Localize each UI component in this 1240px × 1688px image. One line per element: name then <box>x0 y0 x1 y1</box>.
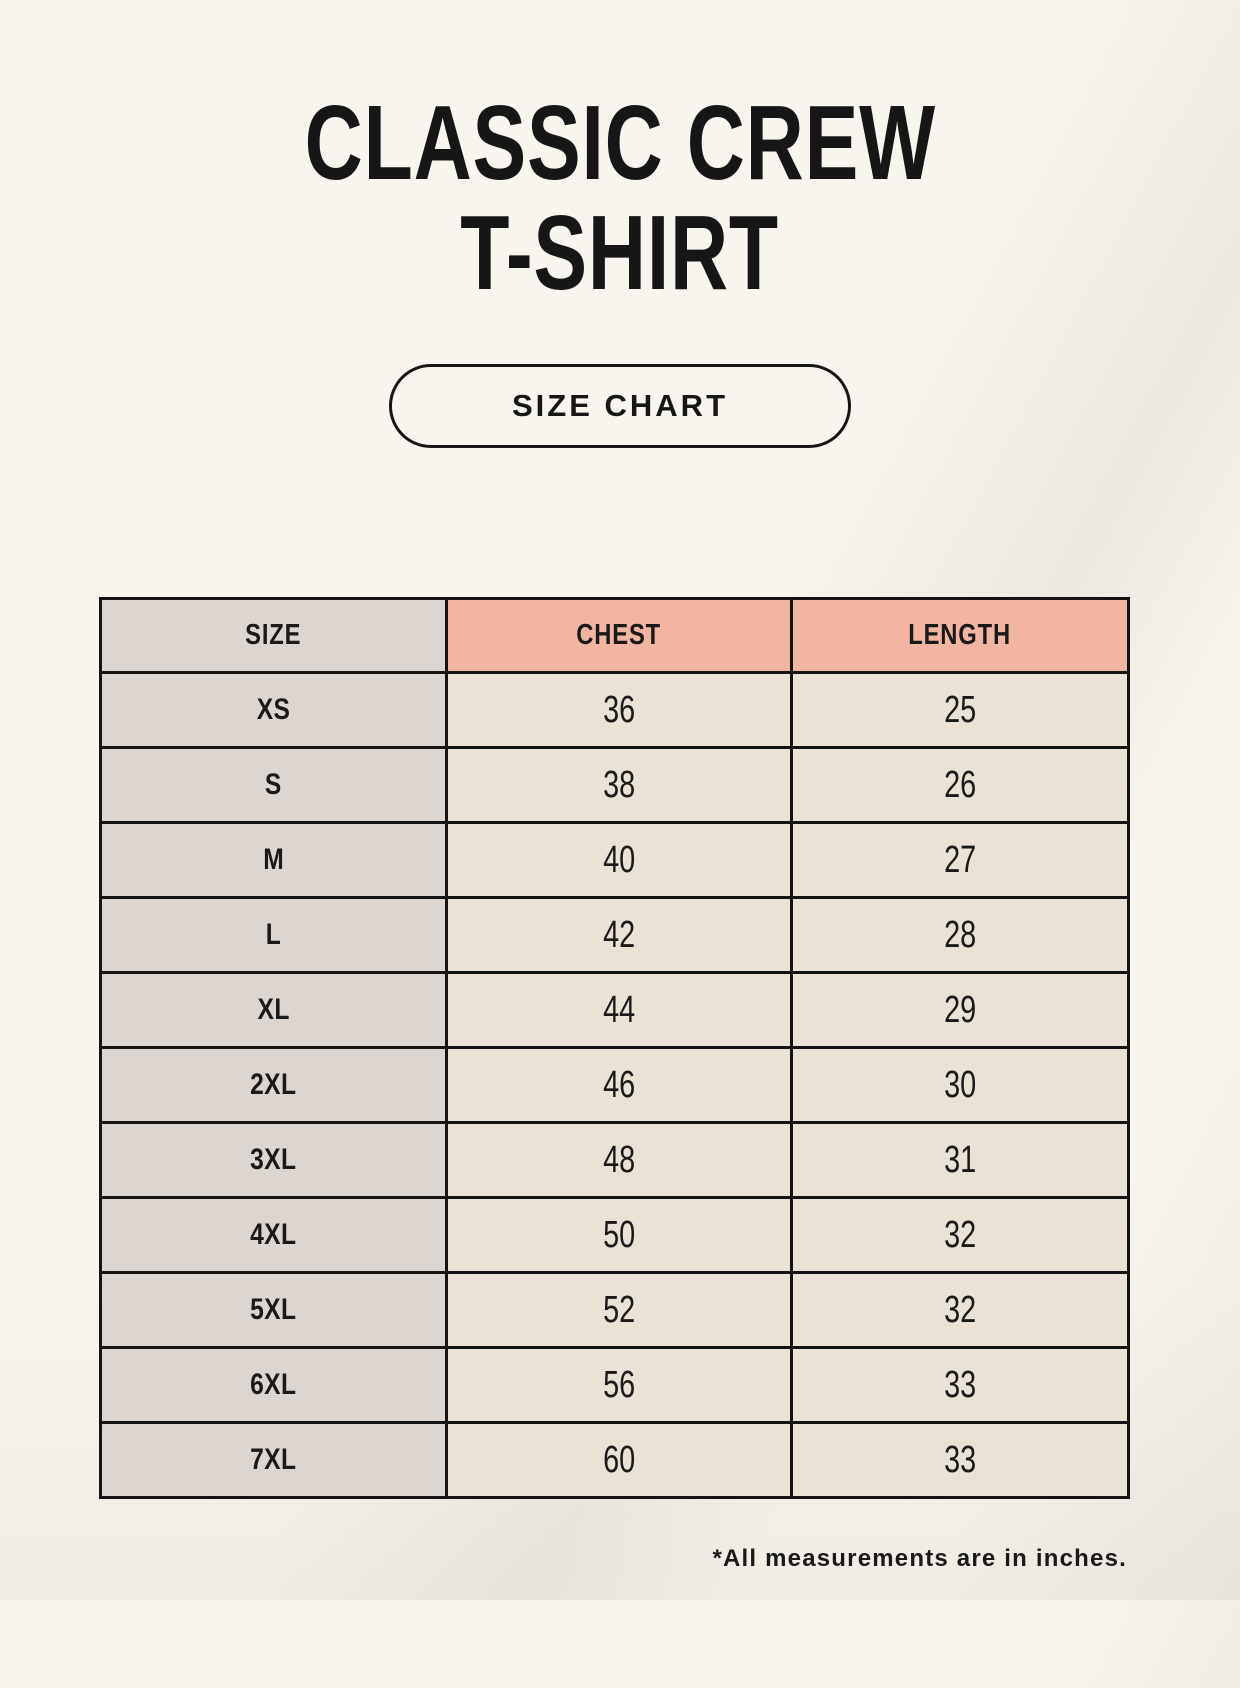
size-cell <box>101 973 447 1048</box>
size-cell <box>101 673 447 748</box>
size-value: 5XL <box>250 1293 297 1326</box>
column-header-chest <box>447 599 792 673</box>
size-chart-table <box>99 597 1130 1499</box>
measurements-footnote: *All measurements are in inches. <box>712 1545 1127 1572</box>
table-row <box>101 748 1129 823</box>
chest-value: 46 <box>602 1063 636 1106</box>
size-value: S <box>265 768 282 801</box>
chest-cell <box>447 1198 792 1273</box>
chest-value: 36 <box>602 688 636 731</box>
table-row <box>101 673 1129 748</box>
length-value: 32 <box>943 1213 977 1256</box>
length-cell <box>792 898 1129 973</box>
table-row <box>101 973 1129 1048</box>
length-cell <box>792 1198 1129 1273</box>
length-value: 27 <box>943 838 977 881</box>
page-title <box>0 84 1240 313</box>
length-cell <box>792 748 1129 823</box>
size-chart-button[interactable]: SIZE CHART <box>389 364 851 448</box>
column-header-length <box>792 599 1129 673</box>
chest-cell <box>447 973 792 1048</box>
chest-value: 44 <box>602 988 636 1031</box>
length-value: 25 <box>943 688 977 731</box>
length-cell <box>792 823 1129 898</box>
chest-cell <box>447 748 792 823</box>
size-cell <box>101 1123 447 1198</box>
chest-value: 60 <box>602 1438 636 1481</box>
size-cell <box>101 823 447 898</box>
length-value: 32 <box>943 1288 977 1331</box>
length-cell <box>792 973 1129 1048</box>
size-cell <box>101 1348 447 1423</box>
size-cell <box>101 1048 447 1123</box>
chest-value: 38 <box>602 763 636 806</box>
header-row <box>101 599 1129 673</box>
chest-value: 50 <box>602 1213 636 1256</box>
table-body <box>101 673 1129 1498</box>
table-row <box>101 1123 1129 1198</box>
chest-cell <box>447 1123 792 1198</box>
chest-cell <box>447 1048 792 1123</box>
badge-container <box>0 364 1240 448</box>
chest-cell <box>447 1423 792 1498</box>
chest-cell <box>447 898 792 973</box>
size-value: 7XL <box>250 1443 297 1476</box>
chest-cell <box>447 1273 792 1348</box>
length-cell <box>792 1048 1129 1123</box>
length-value: 29 <box>943 988 977 1031</box>
length-cell <box>792 1348 1129 1423</box>
size-value: XL <box>257 993 290 1026</box>
table-row <box>101 1048 1129 1123</box>
size-value: 4XL <box>250 1218 297 1251</box>
chest-value: 42 <box>602 913 636 956</box>
chest-cell <box>447 673 792 748</box>
chest-cell <box>447 1348 792 1423</box>
size-value: XS <box>256 693 291 726</box>
column-header-length-label: LENGTH <box>908 619 1012 651</box>
size-value: L <box>265 918 282 951</box>
page-title-line2: T-SHIRT <box>460 194 780 313</box>
size-value: M <box>263 843 284 876</box>
table-row <box>101 823 1129 898</box>
length-value: 31 <box>943 1138 977 1181</box>
column-header-size-label: SIZE <box>245 619 302 651</box>
chest-value: 56 <box>602 1363 636 1406</box>
table-row <box>101 1423 1129 1498</box>
size-value: 6XL <box>250 1368 297 1401</box>
size-cell <box>101 1198 447 1273</box>
column-header-size <box>101 599 447 673</box>
length-cell <box>792 1423 1129 1498</box>
table-row <box>101 898 1129 973</box>
size-value: 3XL <box>250 1143 297 1176</box>
chest-value: 40 <box>602 838 636 881</box>
size-cell <box>101 1423 447 1498</box>
page-title-line1: CLASSIC CREW <box>304 84 936 202</box>
size-value: 2XL <box>250 1068 297 1101</box>
table-row <box>101 1198 1129 1273</box>
size-cell <box>101 1273 447 1348</box>
length-value: 26 <box>943 763 977 806</box>
length-cell <box>792 673 1129 748</box>
table-row <box>101 1273 1129 1348</box>
length-value: 30 <box>943 1063 977 1106</box>
chest-cell <box>447 823 792 898</box>
length-value: 28 <box>943 913 977 956</box>
length-value: 33 <box>943 1363 977 1406</box>
length-value: 33 <box>943 1438 977 1481</box>
chest-value: 48 <box>602 1138 636 1181</box>
length-cell <box>792 1123 1129 1198</box>
table-row <box>101 1348 1129 1423</box>
chest-value: 52 <box>602 1288 636 1331</box>
size-cell <box>101 898 447 973</box>
size-cell <box>101 748 447 823</box>
table-header <box>101 599 1129 673</box>
size-chart-container <box>99 597 1127 1499</box>
length-cell <box>792 1273 1129 1348</box>
column-header-chest-label: CHEST <box>576 619 662 651</box>
